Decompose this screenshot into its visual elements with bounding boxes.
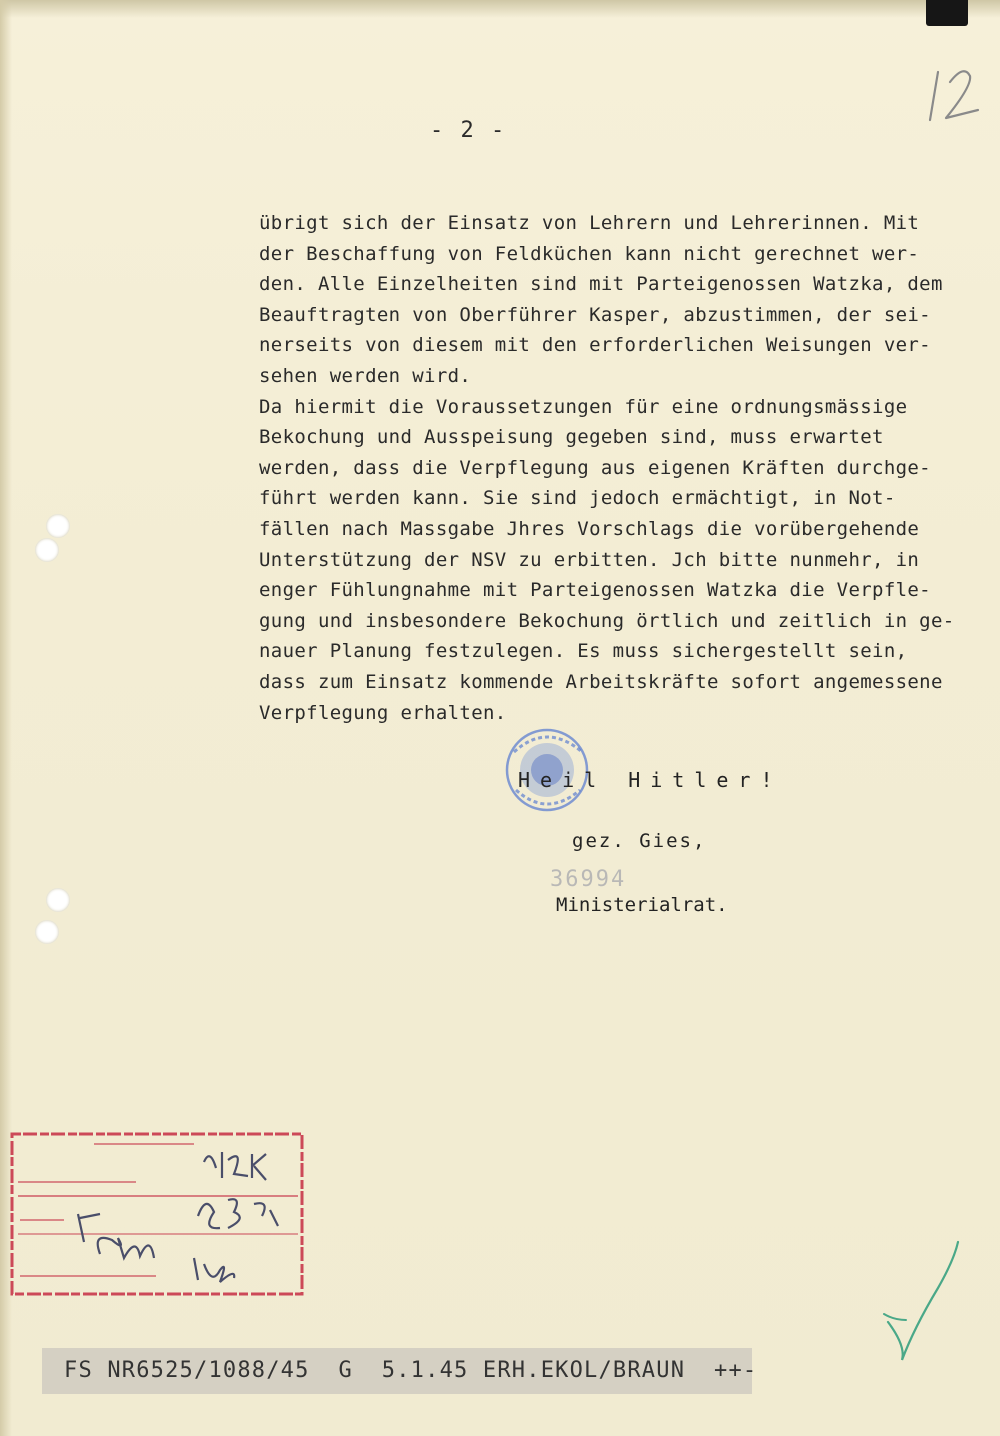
body-line: Verpflegung erhalten. <box>259 701 507 724</box>
signatory-title: Ministerialrat. <box>556 894 728 916</box>
teletype-text: FS NR6525/1088/45 G 5.1.45 ERH.EKOL/BRAUN ++- <box>64 1358 758 1383</box>
closing-salutation: Heil Hitler! <box>518 768 783 792</box>
binder-clip-mark <box>926 0 968 26</box>
teletype-strip <box>42 1348 758 1394</box>
body-line: Beauftragten von Oberführer Kasper, abzustimmen, der sei- <box>259 303 931 326</box>
body-line: nerseits von diesem mit den erforderlichen Weisungen ver- <box>259 334 931 357</box>
body-line: übrigt sich der Einsatz von Lehrern und Lehrerinnen. Mit <box>259 212 920 234</box>
body-line: führt werden kann. Sie sind jedoch ermächtigt, in Not- <box>259 487 896 510</box>
body-line: enger Fühlungnahme mit Parteigenossen Watzka die Verpfle- <box>259 579 931 602</box>
punch-hole-3 <box>46 888 70 912</box>
letter-body <box>259 208 989 728</box>
stamp-number-text: 36994 <box>550 867 627 892</box>
body-line: sehen werden wird. <box>259 364 472 387</box>
body-line: dass zum Einsatz kommende Arbeitskräfte sofort angemessene <box>259 670 943 693</box>
signature-line: gez. Gies, <box>572 830 707 852</box>
green-checkmark <box>880 1236 970 1366</box>
punch-hole-4 <box>35 920 59 944</box>
punch-hole-2 <box>35 538 59 562</box>
body-line: nauer Planung festzulegen. Es muss sichergestellt sein, <box>259 640 908 663</box>
body-line: Bekochung und Ausspeisung gegeben sind, muss erwartet <box>259 426 884 449</box>
body-line: den. Alle Einzelheiten sind mit Parteigenossen Watzka, dem <box>259 273 943 296</box>
body-line: fällen nach Massgabe Jhres Vorschlags die vorübergehende <box>259 517 920 540</box>
body-line: Unterstützung der NSV zu erbitten. Jch bitte nunmehr, in <box>259 548 920 571</box>
page-number: - 2 - <box>430 118 507 143</box>
body-line: Da hiermit die Voraussetzungen für eine ordnungsmässige <box>259 395 908 418</box>
red-receipt-stamp <box>8 1130 308 1300</box>
paper-top-edge <box>0 0 1000 18</box>
folio-number <box>920 58 990 128</box>
body-line: gung und insbesondere Bekochung örtlich und zeitlich in ge- <box>259 609 955 632</box>
body-line: der Beschaffung von Feldküchen kann nicht gerechnet wer- <box>259 242 920 265</box>
faint-stamp-number <box>548 864 668 894</box>
punch-hole-1 <box>46 514 70 538</box>
body-line: werden, dass die Verpflegung aus eigenen Kräften durchge- <box>259 456 931 479</box>
